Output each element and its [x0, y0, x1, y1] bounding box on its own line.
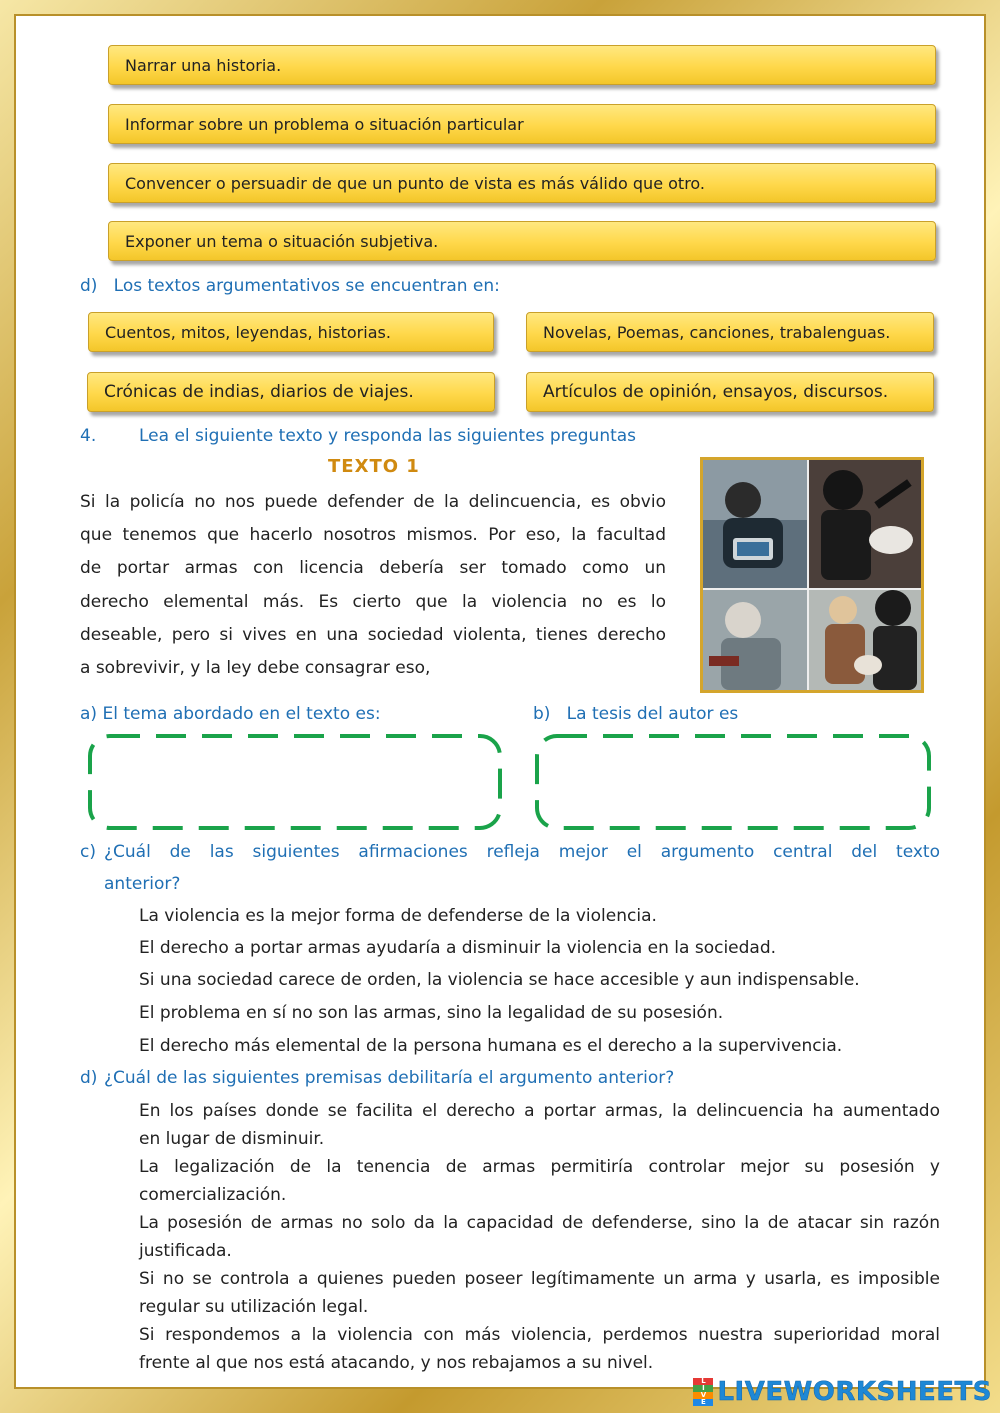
- option-line: comercialización.: [139, 1185, 287, 1205]
- question-d2-text: ¿Cuál de las siguientes premisas debilitaría el argumento anterior?: [104, 1068, 675, 1088]
- question-letter: d): [80, 276, 98, 296]
- option-informar-button[interactable]: [108, 104, 936, 144]
- option-line: regular su utilización legal.: [139, 1297, 369, 1317]
- question-4-text: Lea el siguiente texto y responda las siguientes preguntas: [139, 426, 637, 446]
- option-exponer-button[interactable]: [108, 221, 936, 261]
- option-cronicas-button[interactable]: [87, 372, 495, 412]
- paragraph-line: deseable, pero si vives en una sociedad violenta, tienes derecho: [80, 624, 666, 645]
- question-d2-letter: d): [80, 1068, 98, 1088]
- badge-letter: E: [693, 1399, 713, 1406]
- crime-photo-collage: [700, 457, 924, 693]
- paragraph-line: derecho elemental más. Es cierto que la violencia no es lo: [80, 591, 666, 612]
- option-label: Convencer o persuadir de que un punto de vista es más válido que otro.: [125, 173, 706, 193]
- option-d2-5[interactable]: [139, 1321, 940, 1377]
- option-line: en lugar de disminuir.: [139, 1129, 325, 1149]
- question-a: a) El tema abordado en el texto es:: [80, 704, 381, 724]
- question-4: [80, 426, 96, 446]
- paragraph-line: Si la policía no nos puede defender de la delincuencia, es obvio: [80, 492, 666, 512]
- liveworksheets-logo[interactable]: [693, 1377, 992, 1407]
- option-cuentos-button[interactable]: [88, 312, 494, 352]
- option-label: Novelas, Poemas, canciones, trabalenguas.: [543, 322, 891, 342]
- question-text: La tesis del autor es: [566, 704, 739, 724]
- badge-letter: V: [693, 1392, 713, 1399]
- option-narrar-button[interactable]: [108, 45, 936, 85]
- question-number: 4.: [80, 426, 97, 446]
- answer-box-tema[interactable]: [84, 730, 508, 834]
- liveworksheets-badge-icon: [693, 1378, 713, 1406]
- badge-letter: L: [693, 1378, 713, 1385]
- option-c-3[interactable]: Si una sociedad carece de orden, la violencia se hace accesible y aun indispensable.: [139, 970, 860, 990]
- option-novelas-button[interactable]: [526, 312, 934, 352]
- question-text: Los textos argumentativos se encuentran en:: [113, 276, 500, 296]
- option-line: La legalización de la tenencia de armas permitiría controlar mejor su posesión y: [139, 1157, 940, 1177]
- option-label: Informar sobre un problema o situación particular: [125, 114, 524, 134]
- question-c-text: ¿Cuál de las siguientes afirmaciones refleja mejor el argumento central del texto: [104, 842, 940, 862]
- texto-paragraph: [80, 486, 666, 685]
- option-c-1[interactable]: La violencia es la mejor forma de defenderse de la violencia.: [139, 906, 657, 926]
- option-c-4[interactable]: El problema en sí no son las armas, sino la legalidad de su posesión.: [139, 1003, 724, 1023]
- option-line: Si no se controla a quienes pueden poseer legítimamente un arma y usarla, es imposible: [139, 1269, 940, 1289]
- option-label: Cuentos, mitos, leyendas, historias.: [105, 322, 391, 342]
- option-convencer-button[interactable]: [108, 163, 936, 203]
- option-articulos-button[interactable]: [526, 372, 934, 412]
- question-d1: [80, 276, 500, 296]
- option-d2-4[interactable]: [139, 1265, 940, 1321]
- option-d2-3[interactable]: [139, 1209, 940, 1265]
- option-line: frente al que nos está atacando, y nos rebajamos a su nivel.: [139, 1353, 654, 1373]
- option-c-2[interactable]: El derecho a portar armas ayudaría a disminuir la violencia en la sociedad.: [139, 938, 777, 958]
- badge-letter: I: [693, 1385, 713, 1392]
- question-b: [533, 704, 738, 724]
- option-line: La posesión de armas no solo da la capacidad de defenderse, sino la de atacar sin razón: [139, 1213, 940, 1233]
- option-label: Crónicas de indias, diarios de viajes.: [104, 382, 414, 402]
- option-label: Artículos de opinión, ensayos, discursos.: [543, 382, 889, 402]
- option-c-5[interactable]: El derecho más elemental de la persona humana es el derecho a la supervivencia.: [139, 1036, 843, 1056]
- liveworksheets-wordmark: LIVEWORKSHEETS: [717, 1377, 992, 1407]
- option-d2-2[interactable]: [139, 1153, 940, 1209]
- question-c-text-2: anterior?: [104, 874, 181, 894]
- option-line: En los países donde se facilita el derecho a portar armas, la delincuencia ha aumentado: [139, 1101, 940, 1121]
- paragraph-line: de portar armas con licencia debería ser tomado como un: [80, 558, 666, 579]
- answer-box-tesis[interactable]: [531, 730, 937, 834]
- question-c-letter: c): [80, 842, 96, 862]
- option-d2-1[interactable]: [139, 1097, 940, 1153]
- question-letter: b): [533, 704, 551, 724]
- paragraph-line: que tenemos que hacerlo nosotros mismos. Por eso, la facultad: [80, 525, 666, 546]
- option-label: Exponer un tema o situación subjetiva.: [125, 231, 439, 251]
- option-label: Narrar una historia.: [125, 55, 282, 75]
- option-line: justificada.: [139, 1241, 232, 1261]
- collage-image: [703, 460, 921, 690]
- option-line: Si respondemos a la violencia con más violencia, perdemos nuestra superioridad moral: [139, 1325, 940, 1345]
- paragraph-line: a sobrevivir, y la ley debe consagrar eso,: [80, 658, 431, 679]
- texto-title: TEXTO 1: [328, 456, 420, 477]
